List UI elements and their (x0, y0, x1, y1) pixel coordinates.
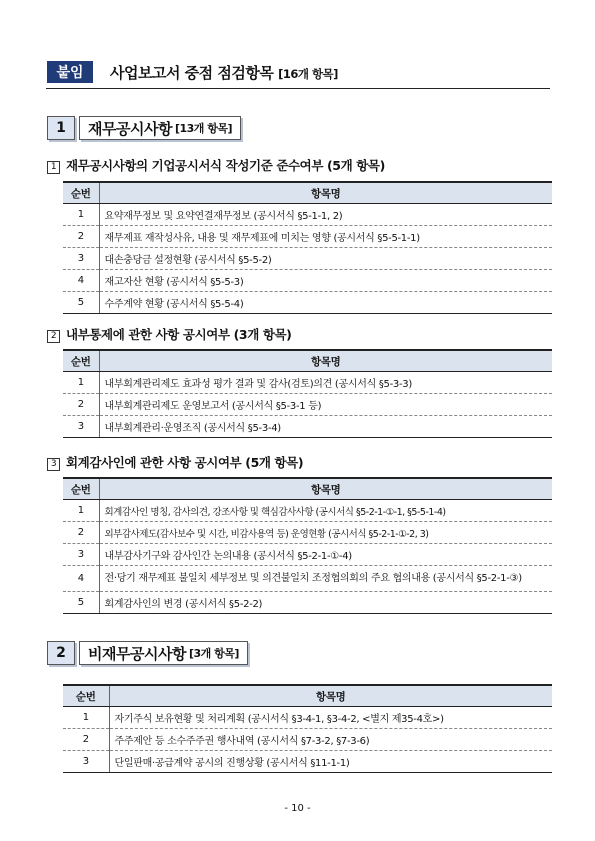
row-item: 단일판매·공급계약 공시의 진행상황 (공시서식 §11-1-1) (109, 751, 552, 773)
subsection1-title: 재무공시사항의 기업공시서식 작성기준 준수여부 (5개 항목) (66, 158, 385, 173)
table-financial-disclosure (63, 181, 552, 314)
row-item: 요약재무정보 및 요약연결재무정보 (공시서식 §5-1-1, 2) (99, 204, 552, 226)
row-number: 4 (63, 270, 99, 292)
row-item: 회계감사인의 변경 (공시서식 §5-2-2) (99, 592, 552, 614)
table-row (63, 544, 552, 566)
page-title-count: [16개 항목] (278, 67, 338, 81)
row-number: 1 (63, 204, 99, 226)
row-number: 3 (63, 544, 99, 566)
section1-title (79, 116, 241, 140)
row-item: 내부회계관리제도 효과성 평가 결과 및 감사(검토)의견 (공시서식 §5-3-3) (99, 372, 552, 394)
row-number: 1 (63, 372, 99, 394)
row-item: 회계감사인 명칭, 감사의견, 강조사항 및 핵심감사사항 (공시서식 §5-2-1-①-1, §5-5-1-4) (99, 500, 552, 522)
row-number: 4 (63, 566, 99, 592)
attachment-badge: 붙임 (47, 61, 93, 83)
row-number: 3 (63, 416, 99, 438)
column-header-no: 순번 (63, 350, 99, 372)
row-item: 내부회계관리제도 운영보고서 (공시서식 §5-3-1 등) (99, 394, 552, 416)
page-title-text: 사업보고서 중점 점검항목 (110, 64, 274, 82)
table-row (63, 751, 552, 773)
header-rule (46, 88, 550, 89)
table-row (63, 729, 552, 751)
row-number: 5 (63, 592, 99, 614)
page-number: - 10 - (284, 803, 311, 814)
section2-title (79, 641, 248, 665)
table-row (63, 372, 552, 394)
row-number: 1 (63, 500, 99, 522)
section1-count: [13개 항목] (174, 122, 233, 135)
section1-title-text: 재무공시사항 (88, 119, 172, 138)
table-row (63, 707, 552, 729)
row-number: 2 (63, 394, 99, 416)
table-internal-control (63, 349, 552, 438)
row-item: 주주제안 등 소수주주권 행사내역 (공시서식 §7-3-2, §7-3-6) (109, 729, 552, 751)
table-row (63, 416, 552, 438)
column-header-item: 항목명 (99, 182, 552, 204)
row-item: 전·당기 재무제표 불일치 세부정보 및 의견불일치 조정협의회의 주요 협의내용 (공시서식 §5-2-1-③) (99, 566, 552, 592)
section2-count: [3개 항목] (188, 647, 239, 660)
row-number: 3 (63, 248, 99, 270)
section2-number: 2 (47, 641, 75, 665)
table-row (63, 566, 552, 592)
table-row (63, 204, 552, 226)
subsection1-box-number: 1 (47, 161, 60, 174)
section2-title-text: 비재무공시사항 (88, 644, 186, 663)
column-header-item: 항목명 (99, 478, 552, 500)
row-number: 1 (63, 707, 109, 729)
subsection2-box-number: 2 (47, 330, 60, 343)
column-header-no: 순번 (63, 478, 99, 500)
table-row (63, 522, 552, 544)
column-header-item: 항목명 (99, 350, 552, 372)
table-row (63, 500, 552, 522)
column-header-no: 순번 (63, 182, 99, 204)
row-number: 5 (63, 292, 99, 314)
row-number: 2 (63, 729, 109, 751)
row-item: 재무제표 재작성사유, 내용 및 재무제표에 미치는 영향 (공시서식 §5-5-1-1) (99, 226, 552, 248)
row-item: 대손충당금 설정현황 (공시서식 §5-5-2) (99, 248, 552, 270)
row-item: 재고자산 현황 (공시서식 §5-5-3) (99, 270, 552, 292)
row-number: 3 (63, 751, 109, 773)
section1-number: 1 (47, 116, 75, 140)
row-item: 수주계약 현황 (공시서식 §5-5-4) (99, 292, 552, 314)
row-item: 내부회계관리·운영조직 (공시서식 §5-3-4) (99, 416, 552, 438)
subsection3-heading (47, 453, 303, 471)
subsection2-title: 내부통제에 관한 사항 공시여부 (3개 항목) (66, 327, 292, 342)
subsection3-box-number: 3 (47, 458, 60, 471)
page-title (110, 62, 338, 83)
table-row (63, 226, 552, 248)
row-number: 2 (63, 522, 99, 544)
table-row (63, 270, 552, 292)
table-auditor (63, 477, 552, 614)
subsection1-heading (47, 156, 385, 174)
table-row (63, 394, 552, 416)
column-header-item: 항목명 (109, 685, 552, 707)
row-item: 내부감사기구와 감사인간 논의내용 (공시서식 §5-2-1-①-4) (99, 544, 552, 566)
row-item: 자기주식 보유현황 및 처리계획 (공시서식 §3-4-1, §3-4-2, <별지 제35-4호>) (109, 707, 552, 729)
subsection3-title: 회계감사인에 관한 사항 공시여부 (5개 항목) (66, 455, 304, 470)
row-number: 2 (63, 226, 99, 248)
table-row (63, 592, 552, 614)
table-row (63, 292, 552, 314)
table-non-financial (63, 684, 552, 773)
table-row (63, 248, 552, 270)
column-header-no: 순번 (63, 685, 109, 707)
subsection2-heading (47, 325, 291, 343)
row-item: 외부감사제도(감사보수 및 시간, 비감사용역 등) 운영현황 (공시서식 §5-2-1-①-2, 3) (99, 522, 552, 544)
